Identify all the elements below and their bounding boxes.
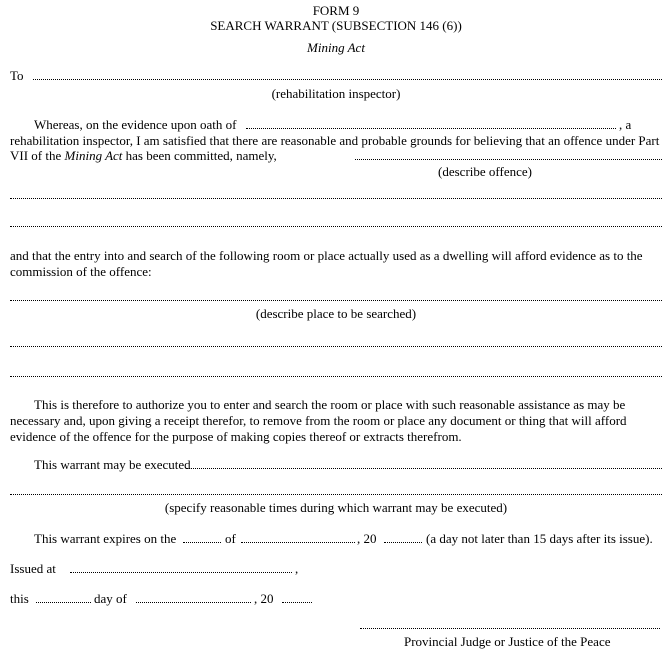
day-month-blank[interactable]: [136, 591, 251, 603]
day-year-blank[interactable]: [282, 591, 312, 603]
expires-note: (a day not later than 15 days after its issue).: [426, 531, 653, 546]
expires-label: This warrant expires on the: [34, 531, 177, 546]
offence-line-2[interactable]: [10, 226, 662, 227]
authorize-text: This is therefore to authorize you to enter and search the room or place with such reasonable assistance as may be necessary and, upon giving a receipt therefor, to remove from the room or place any document or thing that will afford evidence of the offence for the purpose of making copies thereof or extracts therefrom.: [10, 397, 627, 444]
expires-month-blank[interactable]: [241, 531, 355, 543]
expires-day-blank[interactable]: [183, 531, 221, 543]
issued-place-blank[interactable]: [70, 561, 292, 573]
day-of: day of: [94, 591, 127, 606]
executed-label: This warrant may be executed: [34, 457, 191, 472]
to-label: To: [10, 68, 24, 83]
executed-blank[interactable]: [186, 457, 662, 469]
deponent-blank[interactable]: [246, 117, 616, 129]
entry-text: and that the entry into and search of the following room or place actually used as a dwelling will afford evidence as to the commission of the offence:: [10, 248, 643, 279]
executed-caption: (specify reasonable times during which warrant may be executed): [164, 500, 508, 515]
whereas-a: , a: [619, 117, 632, 132]
expires-of: of: [225, 531, 236, 546]
offence-caption: (describe offence): [438, 164, 532, 179]
day-year-prefix: , 20: [254, 591, 274, 606]
whereas-line3: [10, 148, 277, 164]
whereas-line2: rehabilitation inspector, I am satisfied that there are reasonable and probable grounds for believing that an offence under Part: [10, 133, 660, 148]
day-blank[interactable]: [36, 591, 91, 603]
expires-year-blank[interactable]: [384, 531, 422, 543]
whereas-line3-part1: VII of the: [10, 148, 62, 163]
whereas-act-name: Mining Act: [64, 148, 123, 163]
act-name: Mining Act: [307, 40, 365, 55]
issued-label: Issued at: [10, 561, 56, 576]
issued-comma: ,: [295, 561, 299, 576]
executed-line-2[interactable]: [10, 494, 662, 495]
to-blank[interactable]: [33, 68, 662, 80]
place-caption: (describe place to be searched): [255, 306, 417, 321]
to-caption: (rehabilitation inspector): [271, 86, 401, 101]
day-this: this: [10, 591, 29, 606]
place-line-2[interactable]: [10, 346, 662, 347]
form-title: SEARCH WARRANT (SUBSECTION 146 (6)): [210, 18, 462, 33]
place-line-3[interactable]: [10, 376, 662, 377]
place-line-1[interactable]: [10, 300, 662, 301]
signature-caption: Provincial Judge or Justice of the Peace: [404, 634, 611, 649]
signature-line[interactable]: [360, 617, 660, 629]
offence-blank[interactable]: [355, 148, 662, 160]
expires-year-prefix: , 20: [357, 531, 377, 546]
whereas-start: Whereas, on the evidence upon oath of: [34, 117, 237, 132]
offence-line-1[interactable]: [10, 198, 662, 199]
whereas-line3-part2: has been committed, namely,: [125, 148, 277, 163]
form-number: FORM 9: [312, 3, 360, 18]
